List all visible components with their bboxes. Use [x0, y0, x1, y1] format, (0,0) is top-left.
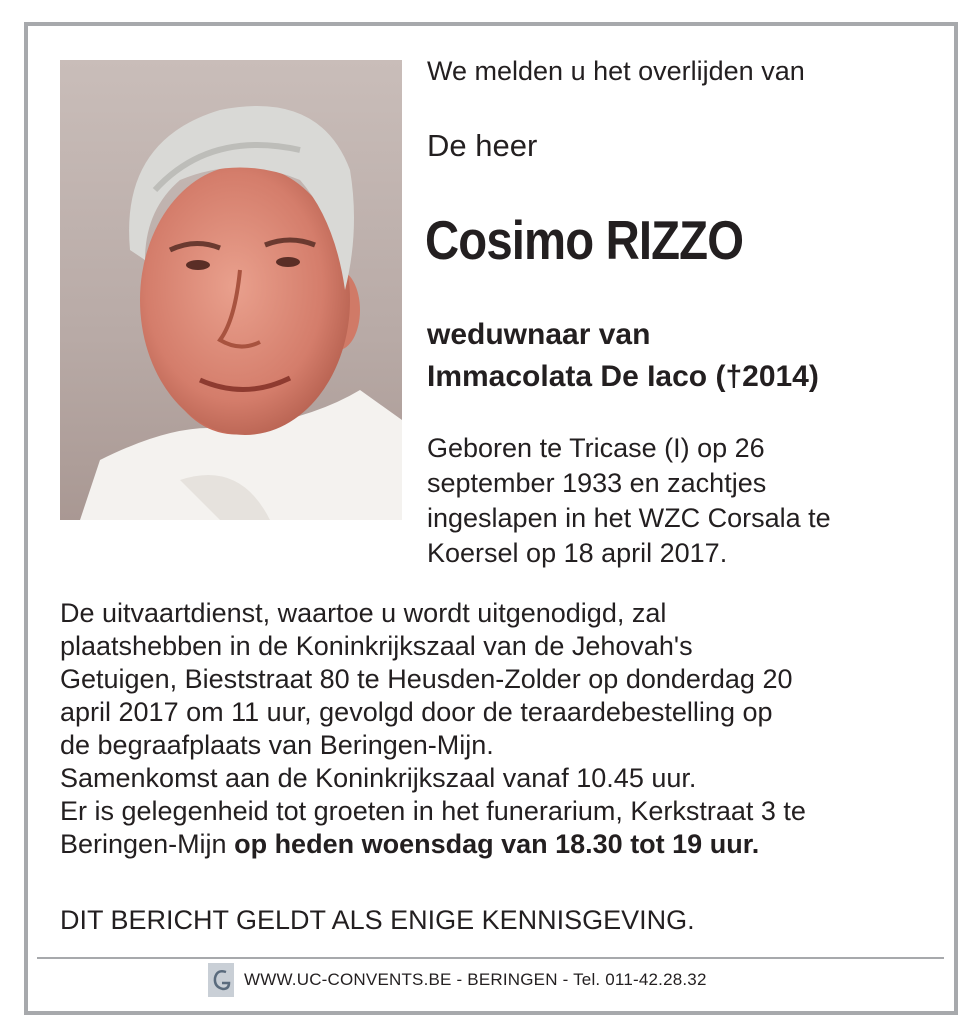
intro-text: We melden u het overlijden van: [427, 56, 805, 86]
service-line: april 2017 om 11 uur, gevolgd door de teraardebestelling op: [60, 697, 773, 727]
portrait-illustration: [60, 60, 402, 520]
footer-divider: [37, 957, 944, 959]
birth-line: Geboren te Tricase (I) op 26: [427, 433, 765, 463]
birth-details: [427, 431, 927, 571]
service-line: De uitvaartdienst, waartoe u wordt uitgenodigd, zal: [60, 598, 667, 628]
service-line: plaatshebben in de Koninkrijkszaal van de Jehovah's: [60, 631, 693, 661]
notice-statement: DIT BERICHT GELDT ALS ENIGE KENNISGEVING.: [60, 905, 695, 935]
spouse-line-1: weduwnaar van: [427, 318, 651, 351]
birth-line: ingeslapen in het WZC Corsala te: [427, 503, 831, 533]
uc-convents-logo-icon: [208, 963, 234, 997]
service-line: Samenkomst aan de Koninkrijkszaal vanaf 10.45 uur.: [60, 763, 697, 793]
service-line: Er is gelegenheid tot groeten in het funerarium, Kerkstraat 3 te: [60, 796, 806, 826]
birth-line: Koersel op 18 april 2017.: [427, 538, 728, 568]
spouse-block: [427, 314, 819, 398]
service-last-line: [60, 828, 940, 861]
service-line: Getuigen, Bieststraat 80 te Heusden-Zolder op donderdag 20: [60, 664, 793, 694]
service-last-prefix: Beringen-Mijn: [60, 829, 235, 859]
honorific-title: De heer: [427, 128, 538, 163]
deceased-name: Cosimo RIZZO: [425, 209, 744, 271]
spouse-line-2: Immacolata De Iaco (†2014): [427, 360, 819, 393]
service-line: de begraafplaats van Beringen-Mijn.: [60, 730, 494, 760]
birth-line: september 1933 en zachtjes: [427, 468, 767, 498]
visitation-hours: op heden woensdag van 18.30 tot 19 uur.: [234, 829, 760, 859]
portrait-photo: [60, 60, 402, 520]
footer-contact: WWW.UC-CONVENTS.BE - BERINGEN - Tel. 011-42.28.32: [244, 970, 707, 989]
service-details: [60, 597, 940, 861]
footer: [208, 962, 707, 998]
